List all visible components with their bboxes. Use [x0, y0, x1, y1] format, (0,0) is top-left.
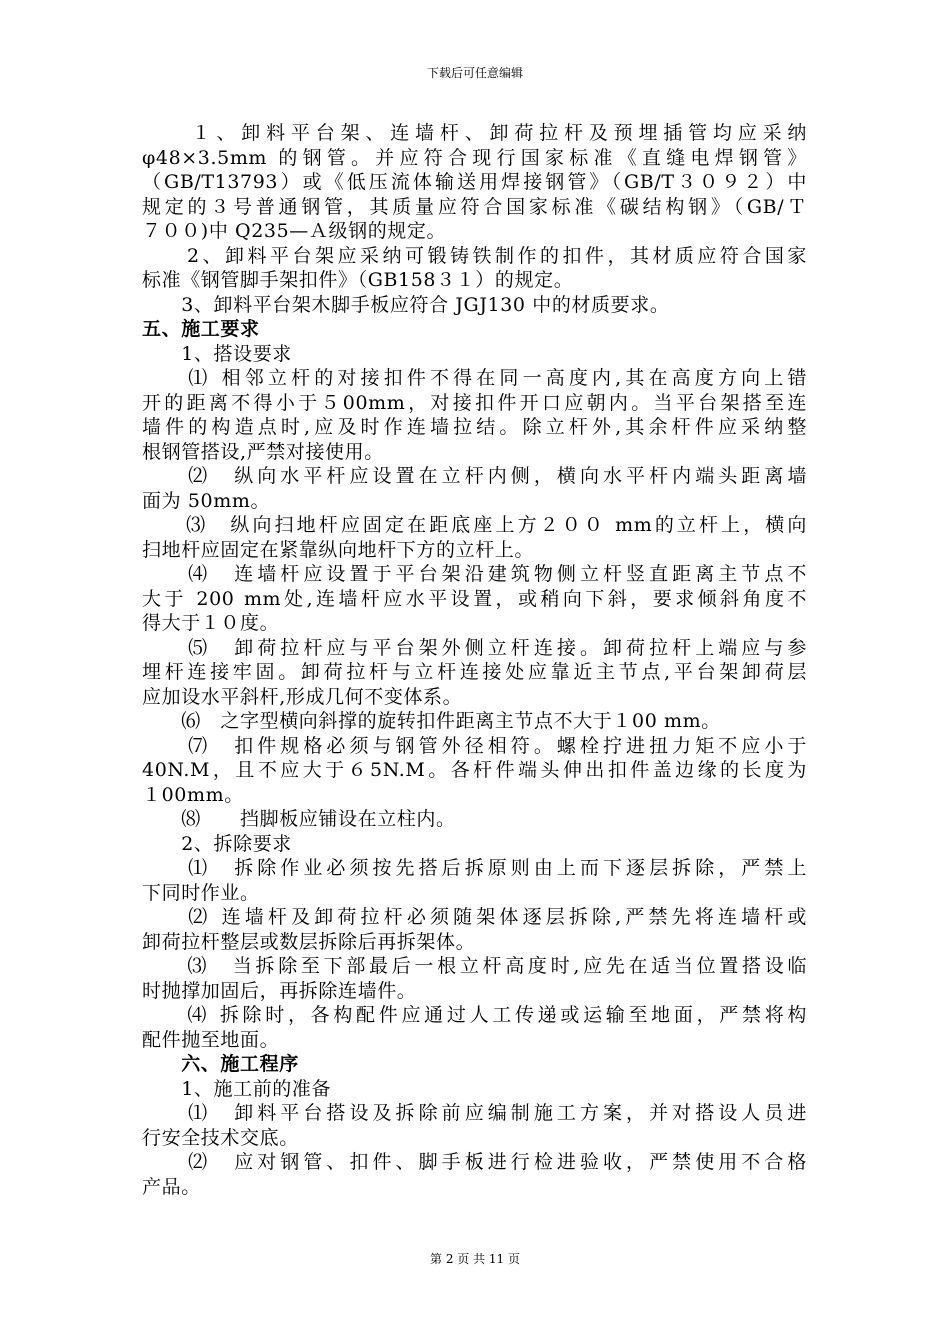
text-line: 开的距离不得小于５00mm，对接扣件开口应朝内。当平台架搭至连 [142, 391, 807, 414]
text-line: φ48×3.5mm 的钢管。并应符合现行国家标准《直缝电焊钢管》 [142, 146, 807, 169]
text-line: 规定的３号普通钢管，其质量应符合国家标准《碳结构钢》（GB/Ｔ [142, 195, 807, 218]
text-line: （GB/T13793）或《低压流体输送用焊接钢管》（GB/T３０９２）中 [142, 171, 807, 193]
text-line: ⑷ 拆除时，各构配件应通过人工传递或运输至地面，严禁将构 [142, 1004, 807, 1026]
text-line: 下同时作业。 [142, 881, 260, 904]
text-line: ⑵ 应对钢管、扣件、脚手板进行检进验收，严禁使用不合格 [142, 1151, 807, 1173]
text-line: 1、施工前的准备 [142, 1077, 332, 1100]
text-line: 面为 50mm。 [142, 489, 271, 512]
text-line: ⑹ 之字型横向斜撑的旋转扣件距离主节点不大于１00 mm。 [142, 710, 721, 732]
text-line: 墙件的构造点时,应及时作连墙拉结。除立杆外,其余杆件应采纳整 [142, 416, 807, 438]
text-line: 埋杆连接牢固。卸荷拉杆与立杆连接处应靠近主节点,平台架卸荷层 [142, 661, 807, 683]
text-line: 产品。 [142, 1175, 201, 1198]
text-line: 大于 200 mm处,连墙杆应水平设置，或稍向下斜，要求倾斜角度不 [142, 587, 807, 610]
text-line: 2、卸料平台架应采纳可锻铸铁制作的扣件，其材质应符合国家 [142, 244, 807, 267]
document-body [142, 121, 807, 1199]
page-header: 下载后可任意编辑 [426, 66, 523, 80]
text-line: 行安全技术交底。 [142, 1126, 299, 1149]
text-line: ⑵ 纵向水平杆应设置在立杆内侧，横向水平杆内端头距离墙 [142, 465, 807, 487]
text-line: １00mm。 [142, 783, 244, 806]
text-line: ⑷ 连墙杆应设置于平台架沿建筑物侧立杆竖直距离主节点不 [142, 563, 807, 585]
text-line: 3、卸料平台架木脚手板应符合 JGJ130 中的材质要求。 [142, 293, 670, 316]
text-line: 标准《钢管脚手架扣件》（GB158３１）的规定。 [142, 269, 574, 291]
text-line: 应加设水平斜杆,形成几何不变体系。 [142, 685, 463, 708]
text-line: 卸荷拉杆整层或数层拆除后再拆架体。 [142, 930, 476, 953]
text-line: 2、拆除要求 [142, 832, 292, 855]
page-footer: 第 2 页 共 11 页 [430, 1252, 520, 1266]
text-line: 得大于１０度。 [142, 612, 280, 634]
text-line: ⑺ 扣件规格必须与钢管外径相符。螺栓拧进扭力矩不应小于 [142, 734, 807, 757]
section-heading: 五、施工要求 [142, 318, 260, 340]
text-line: ⑴ 卸料平台搭设及拆除前应编制施工方案，并对搭设人员进 [142, 1102, 807, 1124]
text-line: ⑴ 相邻立杆的对接扣件不得在同一高度内,其在高度方向上错 [142, 367, 807, 389]
text-line: ⑸ 卸荷拉杆应与平台架外侧立杆连接。卸荷拉杆上端应与参 [142, 636, 807, 659]
text-line: 根钢管搭设,严禁对接使用。 [142, 440, 384, 463]
text-line: 时抛撑加固后，再拆除连墙件。 [142, 979, 417, 1002]
text-line: １、卸料平台架、连墙杆、卸荷拉杆及预埋插管均应采纳 [142, 122, 807, 144]
text-line: ⑵ 连墙杆及卸荷拉杆必须随架体逐层拆除,严禁先将连墙杆或 [142, 906, 807, 928]
text-line: ７００)中 Q235—Ａ级钢的规定。 [142, 220, 447, 242]
text-line: 配件抛至地面。 [142, 1028, 280, 1051]
text-line: 1、搭设要求 [142, 342, 292, 365]
text-line: 扫地杆应固定在紧靠纵向地杆下方的立杆上。 [142, 538, 535, 561]
text-line: ⑶ 纵向扫地杆应固定在距底座上方２００ mm的立杆上，横向 [142, 514, 807, 536]
section-heading: 六、施工程序 [142, 1053, 299, 1075]
text-line: 40N.M，且不应大于６5N.M。各杆件端头伸出扣件盖边缘的长度为 [142, 759, 807, 781]
text-line: ⑴ 拆除作业必须按先搭后拆原则由上而下逐层拆除，严禁上 [142, 857, 807, 879]
text-line: ⑻ 挡脚板应铺设在立柱内。 [142, 808, 456, 830]
text-line: ⑶ 当拆除至下部最后一根立杆高度时,应先在适当位置搭设临 [142, 955, 807, 977]
